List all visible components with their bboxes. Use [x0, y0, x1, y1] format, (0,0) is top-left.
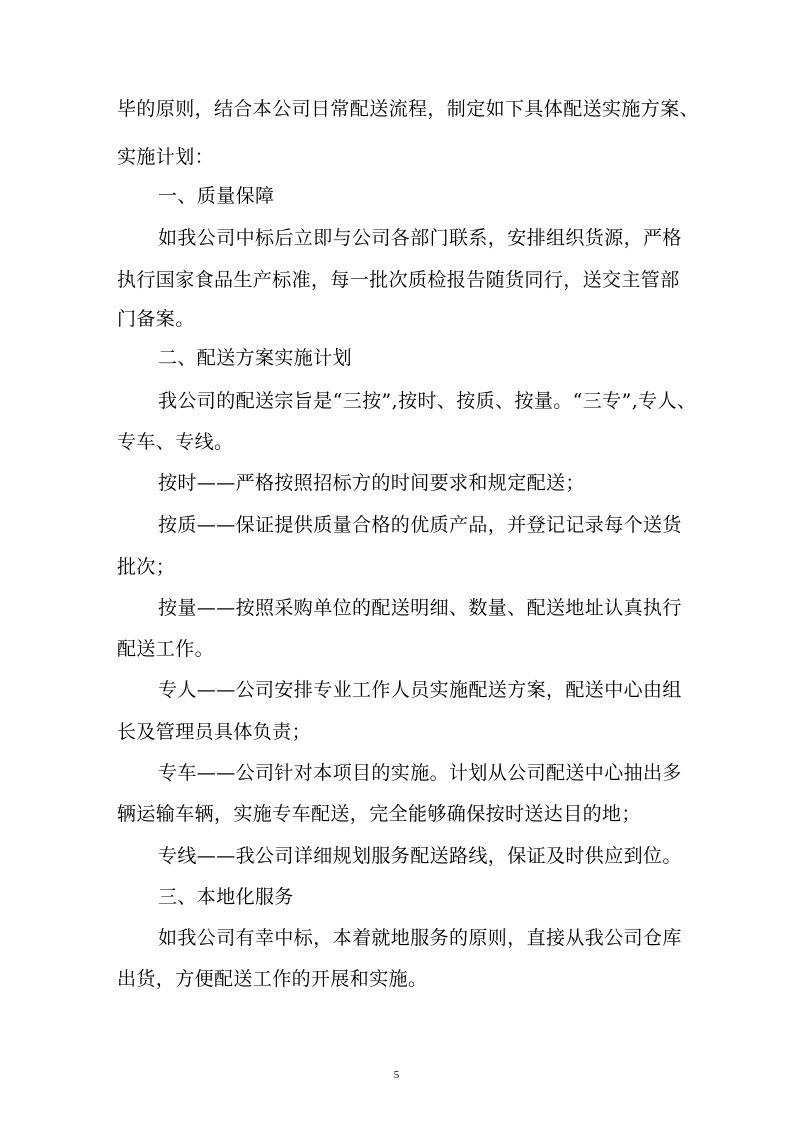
- paragraph-line: 实施计划：: [117, 146, 215, 168]
- paragraph-line: 按量——按照采购单位的配送明细、数量、配送地址认真执行: [158, 597, 682, 619]
- section-heading: 一、质量保障: [158, 185, 275, 207]
- paragraph-line: 我公司的配送宗旨是“三按”,按时、按质、按量。“三专”,专人、: [158, 390, 697, 412]
- paragraph-line: 执行国家食品生产标准，每一批次质检报告随货同行，送交主管部: [117, 269, 680, 291]
- paragraph-line: 专线——我公司详细规划服务配送路线，保证及时供应到位。: [158, 845, 682, 867]
- page-number: 5: [393, 1069, 400, 1081]
- paragraph-line: 配送工作。: [117, 638, 215, 660]
- paragraph-line: 专人——公司安排专业工作人员实施配送方案，配送中心由组: [158, 679, 682, 701]
- paragraph-line: 专车、专线。: [117, 431, 234, 453]
- paragraph-line: 批次；: [117, 556, 176, 578]
- section-heading: 三、本地化服务: [158, 886, 294, 908]
- paragraph-line: 按质——保证提供质量合格的优质产品，并登记记录每个送货: [158, 514, 682, 536]
- paragraph-line: 出货，方便配送工作的开展和实施。: [117, 968, 428, 990]
- paragraph-line: 门备案。: [117, 308, 195, 330]
- section-heading: 二、配送方案实施计划: [158, 347, 353, 369]
- paragraph-line: 如我公司有幸中标，本着就地服务的原则，直接从我公司仓库: [158, 927, 682, 949]
- paragraph-line: 毕的原则，结合本公司日常配送流程，制定如下具体配送实施方案、: [117, 98, 700, 120]
- paragraph-line: 辆运输车辆，实施专车配送，完全能够确保按时送达目的地；: [117, 803, 641, 825]
- paragraph-line: 长及管理员具体负责；: [117, 721, 312, 743]
- paragraph-line: 如我公司中标后立即与公司各部门联系，安排组织货源，严格: [158, 227, 682, 249]
- paragraph-line: 按时——严格按照招标方的时间要求和规定配送；: [158, 472, 585, 494]
- paragraph-line: 专车——公司针对本项目的实施。计划从公司配送中心抽出多: [158, 762, 682, 784]
